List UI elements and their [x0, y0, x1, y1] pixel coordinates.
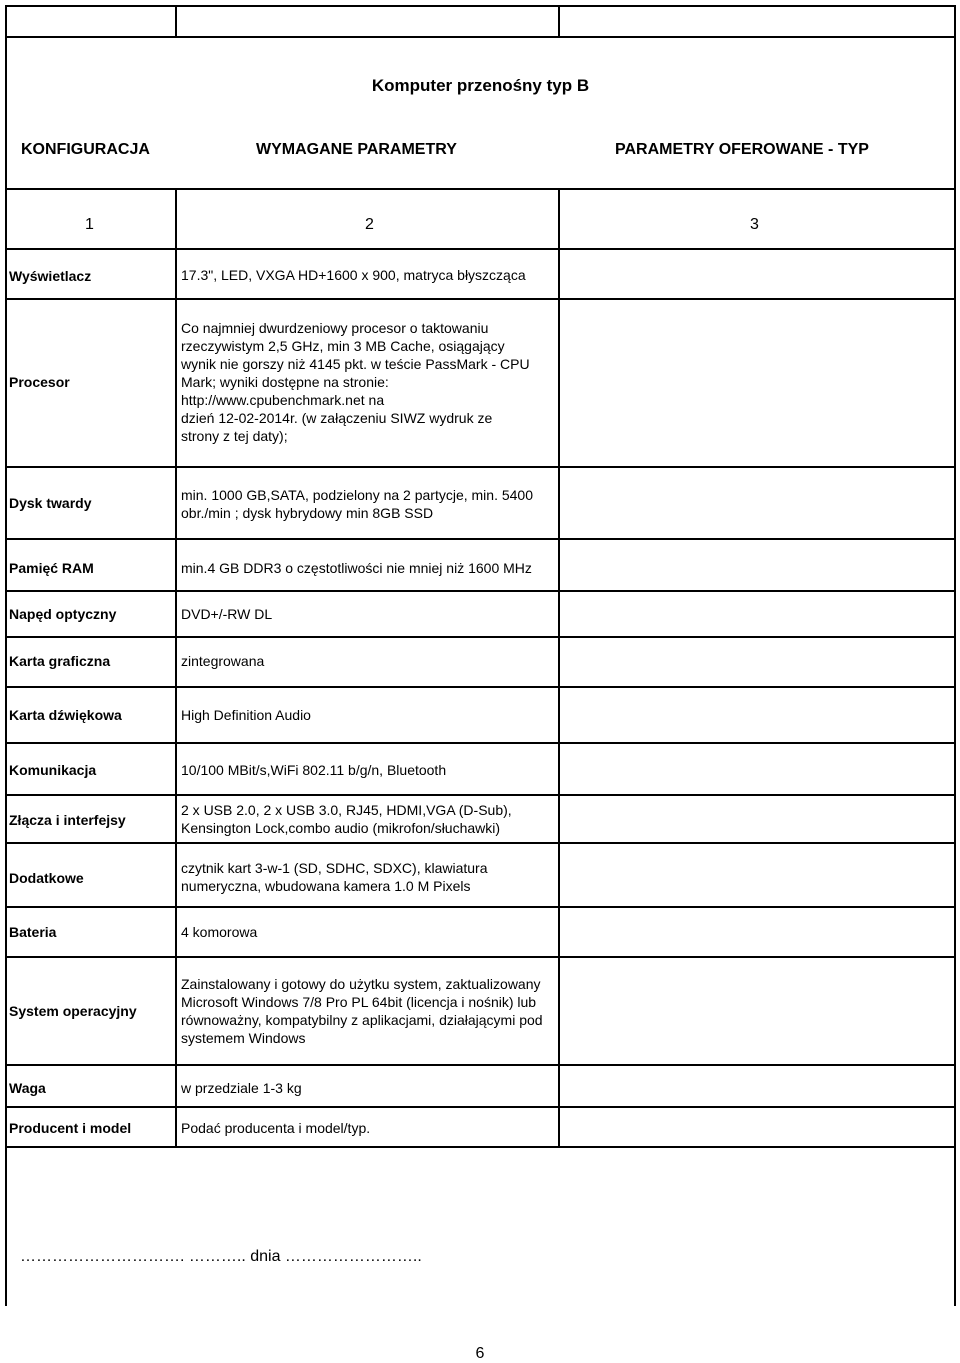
row-label: Komunikacja	[9, 762, 97, 778]
table-row	[5, 1064, 956, 1106]
header-wymagane-parametry: WYMAGANE PARAMETRY	[256, 141, 457, 158]
table-row	[5, 466, 956, 538]
row-label: Bateria	[9, 924, 57, 940]
header-block	[5, 38, 956, 248]
table-row	[5, 636, 956, 686]
signature-area	[5, 1148, 956, 1306]
row-value: Zainstalowany i gotowy do użytku system, zaktualizowany Microsoft Windows 7/8 Pro PL 64bit (licencja i nośnik) lub równoważny, kompatybilny z aplikacjami, działającymi pod systemem Windows	[181, 976, 543, 1046]
signature-line: …………………………. ……….. dnia ……………………..	[20, 1248, 422, 1265]
colnum-cell-3	[560, 188, 954, 248]
table-row	[5, 1106, 956, 1148]
top-empty-cell-1	[7, 7, 177, 36]
row-value: czytnik kart 3-w-1 (SD, SDHC, SDXC), klawiatura numeryczna, wbudowana kamera 1.0 M Pixels	[181, 860, 488, 894]
row-value: 2 x USB 2.0, 2 x USB 3.0, RJ45, HDMI,VGA (D-Sub), Kensington Lock,combo audio (mikrofon/słuchawki)	[181, 802, 512, 836]
column-number-1: 1	[85, 216, 94, 233]
row-label: Dodatkowe	[9, 870, 84, 886]
row-value: Co najmniej dwurdzeniowy procesor o taktowaniu rzeczywistym 2,5 GHz, min 3 MB Cache, osiągający wynik nie gorszy niż 4145 pkt. w teście PassMark - CPU Mark; wyniki dostępne na stronie: http://www.cpubenchmark.net na dzień 12-02-2014r. (w załączeniu SIWZ wydruk ze strony z tej daty);	[181, 320, 530, 444]
table-row	[5, 538, 956, 590]
row-value: 17.3", LED, VXGA HD+1600 x 900, matryca błyszcząca	[181, 267, 526, 283]
row-label: Karta graficzna	[9, 653, 111, 669]
row-value: zintegrowana	[181, 653, 265, 669]
top-empty-cell-3	[560, 7, 954, 36]
row-label: Producent i model	[9, 1120, 132, 1136]
header-konfiguracja: KONFIGURACJA	[21, 141, 150, 158]
top-empty-row	[5, 5, 956, 38]
row-label: Dysk twardy	[9, 495, 92, 511]
row-value: min. 1000 GB,SATA, podzielony na 2 partycje, min. 5400 obr./min ; dysk hybrydowy min 8GB SSD	[181, 487, 534, 521]
table-title: Komputer przenośny typ B	[371, 76, 590, 95]
row-label: Karta dźwiękowa	[9, 707, 122, 723]
header-parametry-oferowane: PARAMETRY OFEROWANE - TYP	[615, 141, 869, 158]
row-value: min.4 GB DDR3 o częstotliwości nie mniej niż 1600 MHz	[181, 560, 532, 576]
column-number-2: 2	[365, 216, 374, 233]
table-row	[5, 842, 956, 906]
table-row	[5, 590, 956, 636]
row-label: Procesor	[9, 374, 70, 390]
colnum-cell-1	[7, 188, 177, 248]
row-value: 10/100 MBit/s,WiFi 802.11 b/g/n, Bluetooth	[181, 762, 447, 778]
page-number: 6	[475, 1345, 485, 1362]
table-row	[5, 956, 956, 1064]
table-row	[5, 686, 956, 742]
row-label: System operacyjny	[9, 1003, 137, 1019]
row-value: 4 komorowa	[181, 924, 258, 940]
row-label: Pamięć RAM	[9, 560, 94, 576]
table-row	[5, 298, 956, 466]
colnum-cell-2	[177, 188, 560, 248]
table-row	[5, 742, 956, 794]
table-row	[5, 248, 956, 298]
row-value: w przedziale 1-3 kg	[181, 1080, 302, 1096]
top-empty-cell-2	[177, 7, 560, 36]
row-value: DVD+/-RW DL	[181, 606, 273, 622]
row-value: High Definition Audio	[181, 707, 311, 723]
row-label: Wyświetlacz	[9, 268, 92, 284]
row-label: Napęd optyczny	[9, 606, 117, 622]
column-number-3: 3	[750, 216, 759, 233]
row-label: Złącza i interfejsy	[9, 812, 126, 828]
row-value: Podać producenta i model/typ.	[181, 1120, 371, 1136]
table-row	[5, 794, 956, 842]
row-label: Waga	[9, 1080, 46, 1096]
table-row	[5, 906, 956, 956]
